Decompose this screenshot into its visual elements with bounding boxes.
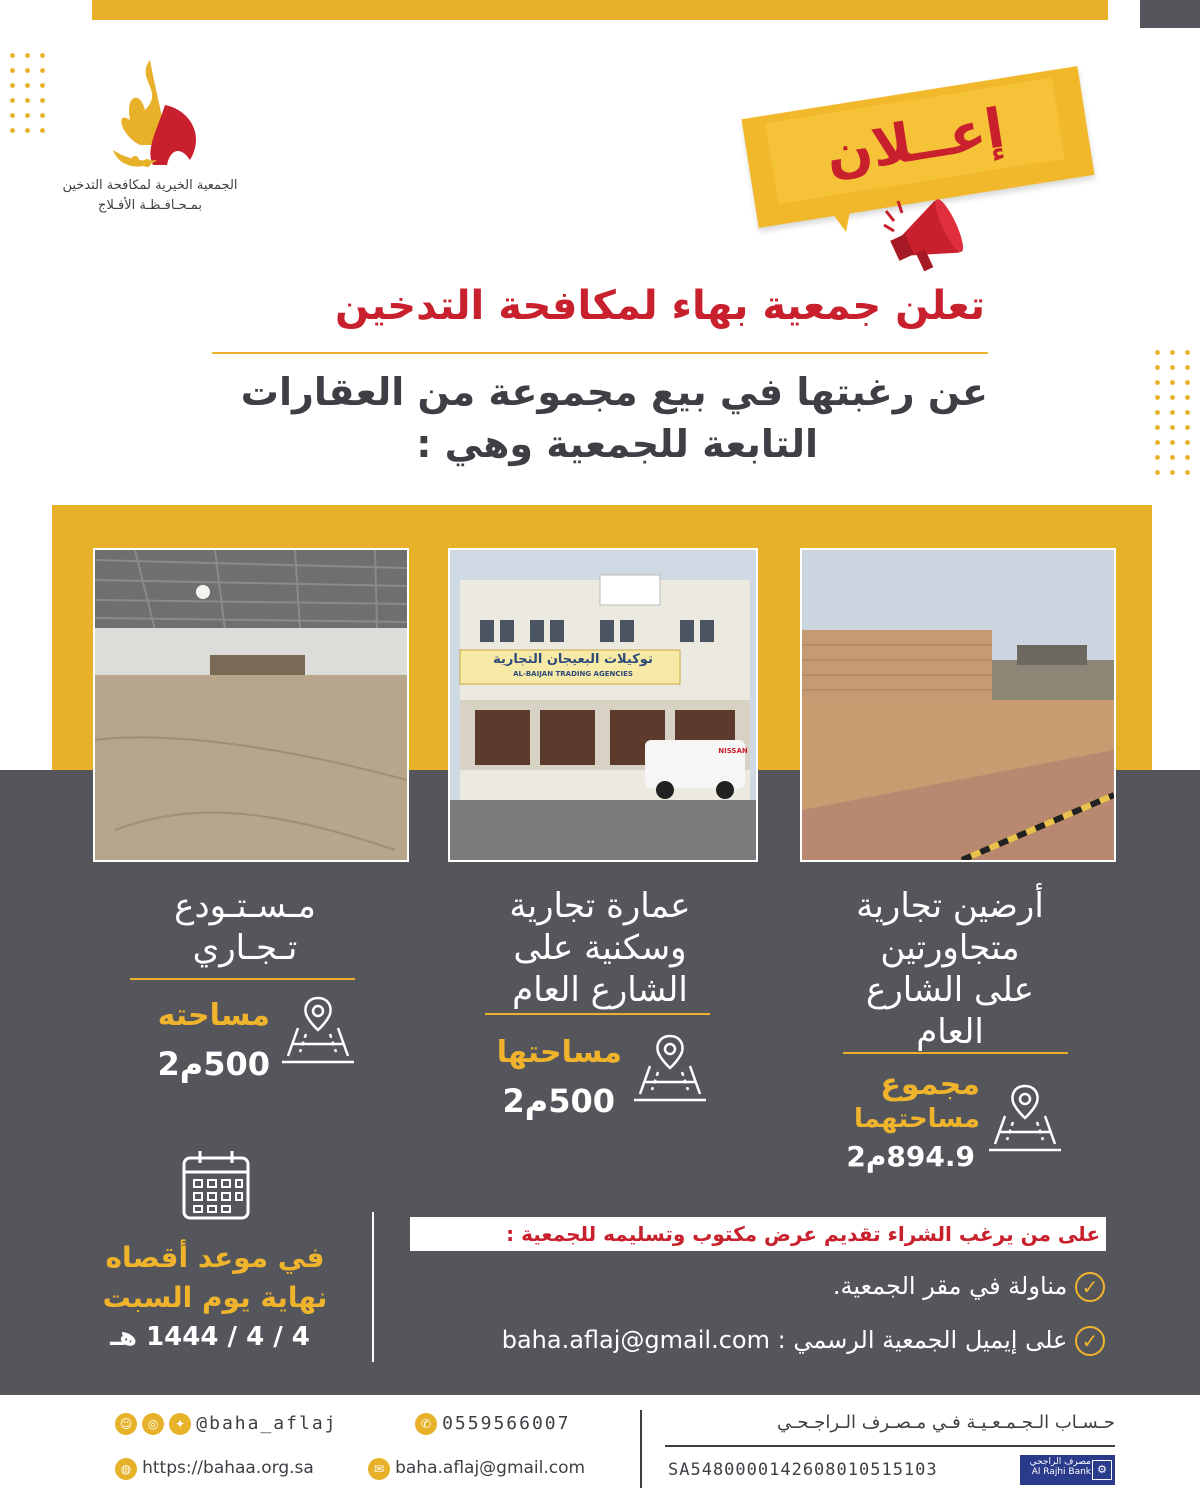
panel-divider: [372, 1212, 374, 1362]
snapchat-icon[interactable]: ☺: [115, 1413, 137, 1435]
top-gray-block: [1140, 0, 1200, 28]
bank-name-ar: مصرف الراجحي: [1029, 1457, 1091, 1467]
deadline-line1: في موعد أقصاه: [105, 1241, 325, 1274]
land-title-line4: العام: [916, 1012, 984, 1052]
website-link[interactable]: https://bahaa.org.sa: [142, 1458, 314, 1478]
warehouse-area-value: 500م2: [157, 1045, 270, 1083]
land-rule: [843, 1052, 1068, 1054]
area-map-icon: [985, 1078, 1065, 1158]
bank-logo: [1020, 1455, 1115, 1485]
headline-title: تعلن جمعية بهاء لمكافحة التدخين: [334, 283, 985, 329]
land-title-line2: متجاورتين: [880, 928, 1020, 968]
phone-row: [415, 1413, 635, 1439]
organization-logo: [95, 50, 215, 175]
area-map-icon: [278, 990, 358, 1070]
twitter-icon[interactable]: ✦: [169, 1413, 191, 1435]
dots-decoration-right: [1150, 345, 1195, 485]
building-title-line2: وسكنية على: [513, 928, 687, 968]
instagram-icon[interactable]: ◎: [142, 1413, 164, 1435]
deadline-text: [80, 1238, 350, 1318]
land-title: [815, 885, 1085, 1053]
instructions-heading: على من يرغب الشراء تقديم عرض مكتوب وتسليمه للجمعية :: [506, 1222, 1100, 1246]
website-row: [115, 1458, 375, 1484]
headline-subtitle: [188, 366, 988, 470]
instruction-item-1-text: مناولة في مقر الجمعية.: [832, 1272, 1068, 1300]
deadline-date: 4 / 4 / 1444 هـ: [110, 1322, 310, 1352]
megaphone-icon: [880, 195, 975, 280]
building-title-line3: الشارع العام: [512, 970, 688, 1010]
announcement-text: إعــلان: [821, 95, 1009, 187]
whatsapp-icon[interactable]: ✆: [415, 1413, 437, 1435]
land-photo: [800, 548, 1116, 862]
check-icon: ✓: [1075, 1272, 1105, 1302]
logo-text-line2: بمـحـافـظـة الأفـلاج: [98, 198, 202, 213]
subtitle-line1: عن رغبتها في بيع مجموعة من العقارات: [240, 370, 988, 414]
social-row: [115, 1413, 415, 1439]
dots-decoration-left: [5, 48, 45, 133]
land-title-line3: على الشارع: [866, 970, 1034, 1010]
headline-rule: [212, 352, 988, 354]
bank-rule: [665, 1445, 1115, 1447]
calendar-icon: [180, 1148, 252, 1222]
instruction-item-2: [405, 1326, 1105, 1356]
phone-number[interactable]: 0559566007: [442, 1413, 571, 1434]
subtitle-line2: التابعة للجمعية وهي :: [416, 422, 818, 466]
warehouse-rule: [130, 978, 355, 980]
logo-text-line1: الجمعية الخيرية لمكافحة التدخين: [62, 178, 238, 193]
bank-name-en: Al Rajhi Bank: [1031, 1467, 1091, 1477]
social-handle[interactable]: @baha_aflaj: [196, 1413, 338, 1434]
land-title-line1: أرضين تجارية: [856, 886, 1044, 926]
land-area-label-line1: مجموع: [880, 1067, 980, 1102]
globe-icon: ◍: [115, 1458, 137, 1480]
area-map-icon: [630, 1028, 710, 1108]
land-area-label-line2: مساحتهما: [853, 1104, 980, 1134]
warehouse-area-label: مساحته: [157, 998, 270, 1033]
email-icon: ✉: [368, 1458, 390, 1480]
email-row: [368, 1458, 638, 1484]
building-title: [460, 885, 740, 1011]
building-photo: [448, 548, 758, 862]
land-area-label: [830, 1068, 980, 1136]
warehouse-photo: [93, 548, 409, 862]
truck-brand: NISSAN: [718, 747, 748, 755]
instruction-item-1: [560, 1272, 1105, 1302]
instruction-item-2-text: على إيميل الجمعية الرسمي : baha.aflaj@gmail.com: [501, 1326, 1068, 1354]
building-sign-en: AL-BAIJAN TRADING AGENCIES: [513, 670, 633, 678]
footer-bank-label: حـسـاب الـجـمـعـيـة فـي مـصـرف الـراجـحـي: [777, 1412, 1115, 1433]
email-link[interactable]: baha.aflaj@gmail.com: [395, 1458, 586, 1478]
land-area-value: 894.9م2: [846, 1140, 975, 1173]
building-area-label: مساحتها: [496, 1035, 622, 1070]
check-icon: ✓: [1075, 1326, 1105, 1356]
building-rule: [485, 1013, 710, 1015]
warehouse-title: [120, 885, 370, 969]
bank-emblem-icon: ⚙: [1092, 1460, 1112, 1480]
bank-iban: SA5480000142608010515103: [668, 1460, 938, 1480]
footer-divider: [640, 1410, 642, 1488]
building-title-line1: عمارة تجارية: [509, 886, 691, 926]
building-sign-ar: توكيلات البعيجان التجارية: [493, 652, 653, 667]
top-accent-bar: [92, 0, 1108, 20]
warehouse-title-line1: مـسـتـودع: [174, 886, 316, 926]
deadline-line2: نهاية يوم السبت: [102, 1281, 328, 1314]
building-area-value: 500م2: [502, 1082, 615, 1120]
warehouse-title-line2: تـجـاري: [192, 928, 298, 968]
